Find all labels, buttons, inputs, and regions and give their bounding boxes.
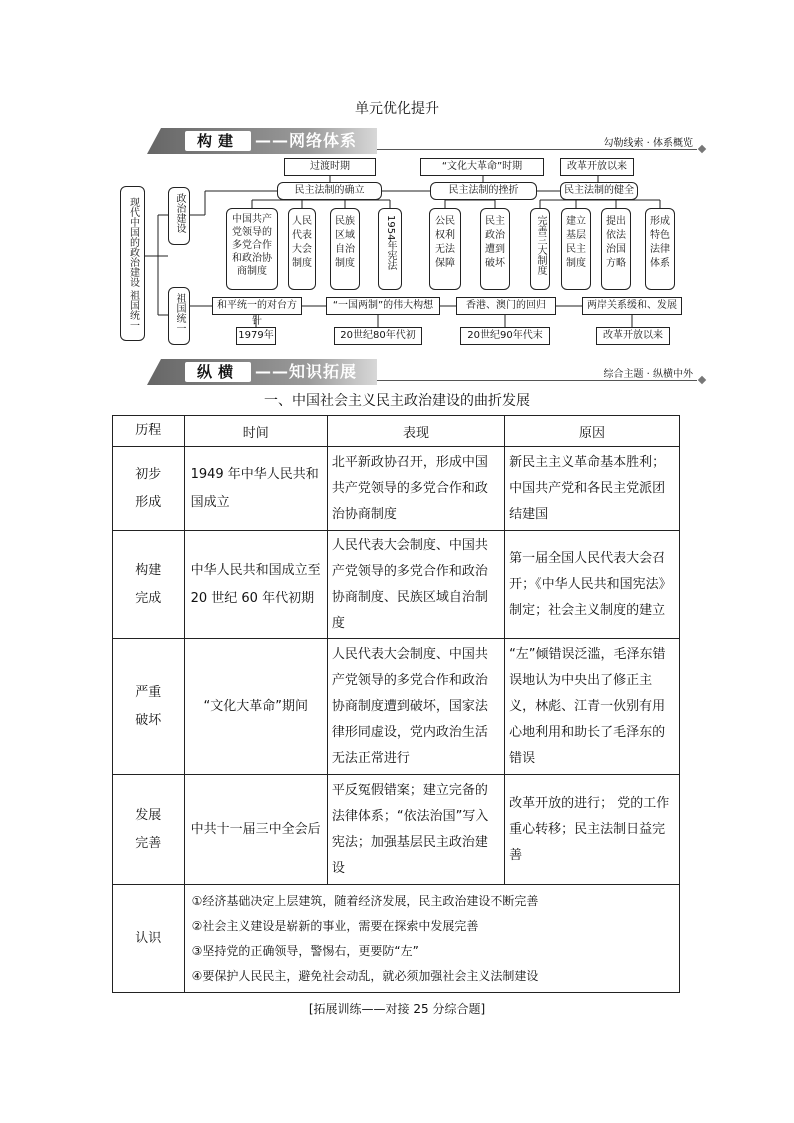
table-row — [113, 775, 680, 885]
header-cell: 时间 — [184, 416, 327, 447]
unify-time: 1979年 — [236, 327, 276, 345]
recognition-point: ①经济基础决定上层建筑，随着经济发展，民主政治建设不断完善 — [191, 893, 539, 908]
performance-cell: 人民代表大会制度、中国共产党领导的多党合作和政治协商制度、民族区域自治制度 — [327, 531, 504, 639]
header-cell: 表现 — [327, 416, 504, 447]
time-cell: 中共十一届三中全会后 — [184, 775, 327, 885]
recognition-point: ④要保护人民民主，避免社会动乱，就必须加强社会主义法制建设 — [191, 968, 539, 983]
item-box: 民族区域自治制度 — [330, 208, 360, 290]
banner-pill: 构建 — [185, 131, 251, 151]
stage-box: 民主法制的确立 — [277, 182, 382, 200]
branch-politics: 政治建设 — [168, 187, 190, 245]
item-box: 1954年宪法 — [378, 208, 402, 290]
reason-cell: 第一届全国人民代表大会召开；《中华人民共和国宪法》制定；社会主义制度的建立 — [505, 531, 680, 639]
performance-cell: 人民代表大会制度、中国共产党领导的多党合作和政治协商制度遭到破坏，国家法律形同虚设，党内政治生活无法正常进行 — [327, 639, 504, 775]
table-row — [113, 639, 680, 775]
recognition-point: ③坚持党的正确领导，警惕右，更要防“左” — [191, 943, 419, 958]
section-banner-expand — [147, 359, 707, 385]
recognition-cell — [184, 885, 679, 993]
reason-cell: 新民主主义革命基本胜利；中国共产党和各民主党派团结建国 — [505, 447, 680, 531]
item-box: 完善三大制度 — [530, 208, 550, 290]
recognition-label: 认识 — [113, 885, 185, 993]
banner-subtitle: 综合主题 · 纵横中外 — [603, 369, 693, 380]
performance-cell: 平反冤假错案；建立完备的法律体系；“依法治国”写入宪法；加强基层民主政治建设 — [327, 775, 504, 885]
stage-box: 民主法制的健全 — [560, 182, 638, 200]
table-row — [113, 531, 680, 639]
section-heading: 一、中国社会主义民主政治建设的曲折发展 — [264, 393, 530, 409]
item-box: 民主政治遭到破坏 — [480, 208, 510, 290]
time-cell: 中华人民共和国成立至 20 世纪 60 年代初期 — [184, 531, 327, 639]
banner-name: ——知识拓展 — [255, 362, 358, 381]
banner-name: ——网络体系 — [255, 131, 358, 150]
time-cell: 1949 年中华人民共和国成立 — [184, 447, 327, 531]
unify-step: “一国两制”的伟大构想 — [326, 297, 440, 315]
time-cell: “文化大革命”期间 — [184, 639, 327, 775]
reason-cell: “左”倾错误泛滥，毛泽东错误地认为中央出了修正主义，林彪、江青一伙别有用心地利用和助长了毛泽东的错误 — [505, 639, 680, 775]
branch-unify: 祖国统一 — [168, 287, 190, 345]
banner-subtitle: 勾勒线索 · 体系概览 — [603, 138, 693, 149]
item-box: 形成特色法律体系 — [645, 208, 675, 290]
table-row — [113, 447, 680, 531]
header-cell: 历程 — [113, 416, 185, 447]
item-box: 中国共产党领导的多党合作和政治协商制度 — [226, 208, 278, 290]
header-cell: 原因 — [505, 416, 680, 447]
footer-note: [拓展训练——对接 25 分综合题] — [308, 1002, 486, 1016]
unify-step: 香港、澳门的回归 — [456, 297, 556, 315]
period-box: “文化大革命”时期 — [420, 158, 544, 176]
performance-cell: 北平新政协召开，形成中国共产党领导的多党合作和政治协商制度 — [327, 447, 504, 531]
stage-cell: 构建完成 — [113, 531, 185, 639]
banner-pill: 纵横 — [185, 362, 251, 382]
unify-step: 两岸关系缓和、发展 — [582, 297, 682, 315]
unify-time: 改革开放以来 — [596, 327, 670, 345]
unify-time: 20世纪90年代末 — [460, 327, 550, 345]
recognition-point: ②社会主义建设是崭新的事业，需要在探索中发展完善 — [191, 918, 479, 933]
unify-time: 20世纪80年代初 — [334, 327, 422, 345]
diagram-root: 现代中国的政治建设 祖国统一 — [120, 186, 145, 341]
table-row-recognition — [113, 885, 680, 993]
item-box: 公民权利无法保障 — [429, 208, 461, 290]
stage-cell: 严重破坏 — [113, 639, 185, 775]
reason-cell: 改革开放的进行； 党的工作重心转移；民主法制日益完善 — [505, 775, 680, 885]
unify-step: 和平统一的对台方针 — [212, 297, 302, 315]
stage-cell: 发展完善 — [113, 775, 185, 885]
history-table — [112, 415, 680, 993]
stage-cell: 初步形成 — [113, 447, 185, 531]
item-box: 人民代表大会制度 — [288, 208, 316, 290]
item-box: 建立基层民主制度 — [561, 208, 591, 290]
item-box: 提出依法治国方略 — [601, 208, 631, 290]
diamond-icon — [698, 376, 706, 384]
table-header-row — [113, 416, 680, 447]
stage-box: 民主法制的挫折 — [430, 182, 537, 200]
period-box: 过渡时期 — [284, 158, 376, 176]
page-title: 单元优化提升 — [355, 101, 439, 117]
period-box: 改革开放以来 — [560, 158, 634, 176]
